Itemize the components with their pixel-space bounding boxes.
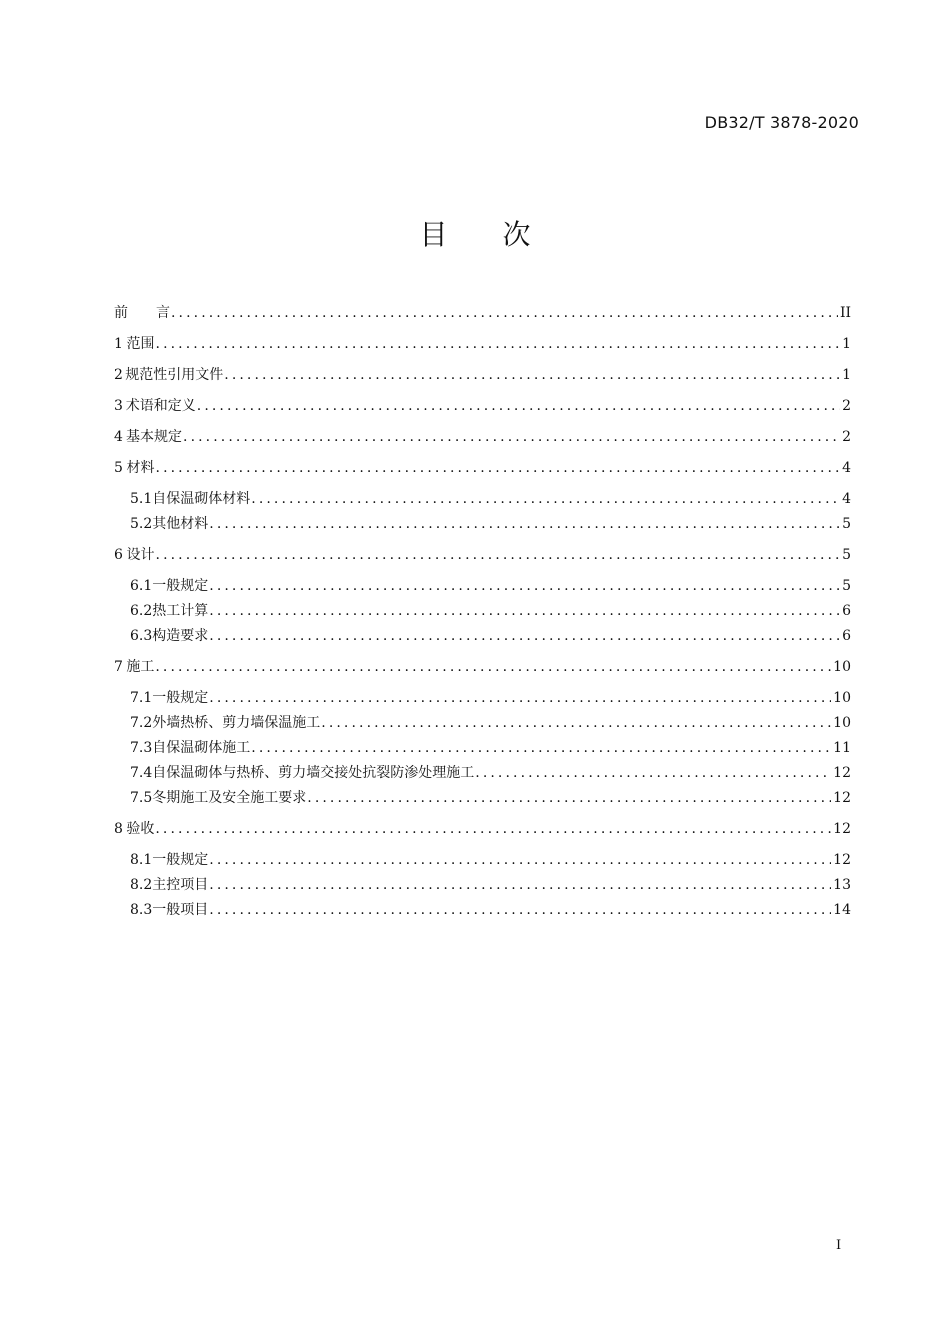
toc-entry-number: 8.2	[130, 877, 153, 893]
toc-leader-dots	[155, 657, 831, 677]
toc-entry-label: 自保温砌体材料	[152, 491, 251, 507]
toc-entry-page: 12	[833, 765, 851, 781]
toc-entry-page: 13	[833, 877, 851, 893]
toc-entry-number: 5.2	[130, 516, 153, 532]
toc-entry-label: 一般规定	[152, 690, 209, 706]
toc-entry-6-3[interactable]	[130, 626, 851, 646]
toc-leader-dots	[197, 396, 840, 416]
toc-entry-number: 7.3	[130, 740, 153, 756]
document-code: DB32/T 3878-2020	[704, 113, 859, 132]
toc-entry-2[interactable]	[114, 365, 851, 385]
toc-entry-8-2[interactable]	[130, 875, 851, 895]
table-of-contents	[114, 0, 851, 1344]
toc-entry-label: 范围	[126, 336, 155, 352]
toc-entry-label: 一般规定	[152, 578, 209, 594]
toc-entry-label: 验收	[126, 821, 155, 837]
toc-entry-label: 自保温砌体与热桥、剪力墙交接处抗裂防渗处理施工	[152, 765, 475, 781]
toc-entry-page: 10	[833, 659, 851, 675]
toc-entry-page: 12	[833, 821, 851, 837]
page-title-char-2: 次	[502, 218, 531, 251]
toc-leader-dots	[307, 788, 831, 808]
toc-entry-page: 10	[833, 690, 851, 706]
toc-entry-page: 4	[842, 491, 851, 507]
toc-entry-label: 外墙热桥、剪力墙保温施工	[152, 715, 321, 731]
toc-entry-number: 5	[114, 460, 123, 476]
toc-leader-dots	[209, 875, 831, 895]
toc-entry-4[interactable]	[114, 427, 851, 447]
toc-leader-dots	[156, 545, 841, 565]
toc-entry-8-3[interactable]	[130, 900, 851, 920]
toc-entry-number: 7.1	[130, 690, 153, 706]
toc-leader-dots	[321, 713, 831, 733]
toc-entry-1[interactable]	[114, 334, 851, 354]
toc-leader-dots	[209, 900, 831, 920]
toc-entry-5-2[interactable]	[130, 514, 851, 534]
toc-leader-dots	[475, 763, 831, 783]
toc-entry-label: 主控项目	[152, 877, 209, 893]
toc-entry-page: 6	[842, 628, 851, 644]
toc-leader-dots	[155, 819, 831, 839]
toc-entry-label: 材料	[126, 460, 155, 476]
toc-entry-label: 热工计算	[152, 603, 209, 619]
toc-entry-page: 10	[833, 715, 851, 731]
toc-entry-label: 设计	[126, 547, 155, 563]
toc-entry-number: 8.1	[130, 852, 153, 868]
toc-leader-dots	[209, 850, 831, 870]
toc-leader-dots	[156, 334, 841, 354]
toc-leader-dots	[171, 303, 838, 323]
toc-entry-7-5[interactable]	[130, 788, 851, 808]
toc-entry-number: 7.4	[130, 765, 153, 781]
toc-entry-foreword[interactable]	[114, 303, 851, 323]
toc-entry-label: 构造要求	[152, 628, 209, 644]
toc-entry-label: 前 言	[114, 305, 170, 321]
toc-entry-label: 冬期施工及安全施工要求	[152, 790, 307, 806]
toc-entry-label: 自保温砌体施工	[152, 740, 251, 756]
toc-entry-number: 6.2	[130, 603, 153, 619]
toc-entry-page: 4	[842, 460, 851, 476]
toc-entry-page: 1	[842, 367, 851, 383]
toc-entry-6[interactable]	[114, 545, 851, 565]
toc-entry-label: 基本规定	[126, 429, 183, 445]
toc-entry-label: 术语和定义	[125, 398, 196, 414]
toc-entry-label: 一般规定	[152, 852, 209, 868]
toc-leader-dots	[251, 489, 840, 509]
toc-entry-number: 3	[114, 398, 123, 414]
toc-leader-dots	[156, 458, 841, 478]
toc-entry-page: 6	[842, 603, 851, 619]
toc-entry-number: 7	[114, 659, 123, 675]
toc-entry-8[interactable]	[114, 819, 851, 839]
toc-entry-7-1[interactable]	[130, 688, 851, 708]
toc-entry-page: 14	[833, 902, 851, 918]
toc-entry-page: 5	[842, 547, 851, 563]
toc-leader-dots	[209, 576, 840, 596]
toc-entry-number: 5.1	[130, 491, 153, 507]
toc-entry-7-3[interactable]	[130, 738, 851, 758]
toc-entry-page: 1	[842, 336, 851, 352]
toc-entry-7-4[interactable]	[130, 763, 851, 783]
toc-entry-page: 11	[833, 740, 851, 756]
toc-entry-8-1[interactable]	[130, 850, 851, 870]
toc-entry-number: 6.3	[130, 628, 153, 644]
page-title-char-1: 目	[419, 218, 448, 251]
toc-entry-number: 8	[114, 821, 123, 837]
toc-entry-number: 8.3	[130, 902, 153, 918]
toc-entry-6-2[interactable]	[130, 601, 851, 621]
toc-entry-number: 7.2	[130, 715, 153, 731]
toc-entry-page: 2	[842, 429, 851, 445]
toc-leader-dots	[183, 427, 840, 447]
toc-entry-number: 6.1	[130, 578, 153, 594]
toc-entry-5[interactable]	[114, 458, 851, 478]
toc-entry-page: 5	[842, 516, 851, 532]
toc-entry-3[interactable]	[114, 396, 851, 416]
toc-entry-label: 其他材料	[152, 516, 209, 532]
toc-entry-number: 4	[114, 429, 123, 445]
toc-entry-6-1[interactable]	[130, 576, 851, 596]
toc-entry-label: 一般项目	[152, 902, 209, 918]
toc-entry-number: 2	[114, 367, 123, 383]
toc-entry-7-2[interactable]	[130, 713, 851, 733]
toc-leader-dots	[209, 601, 840, 621]
toc-entry-page: 12	[833, 852, 851, 868]
toc-entry-page: 5	[842, 578, 851, 594]
toc-entry-5-1[interactable]	[130, 489, 851, 509]
toc-leader-dots	[209, 688, 831, 708]
toc-leader-dots	[224, 365, 840, 385]
toc-leader-dots	[251, 738, 831, 758]
toc-entry-number: 7.5	[130, 790, 153, 806]
toc-entry-page: II	[839, 305, 851, 321]
toc-leader-dots	[209, 626, 840, 646]
toc-entry-page: 12	[833, 790, 851, 806]
toc-entry-page: 2	[842, 398, 851, 414]
toc-entry-label: 施工	[126, 659, 155, 675]
toc-leader-dots	[209, 514, 840, 534]
toc-entry-label: 规范性引用文件	[125, 367, 224, 383]
toc-entry-number: 1	[114, 336, 123, 352]
toc-entry-7[interactable]	[114, 657, 851, 677]
toc-entry-number: 6	[114, 547, 123, 563]
page-number: I	[836, 1238, 842, 1253]
